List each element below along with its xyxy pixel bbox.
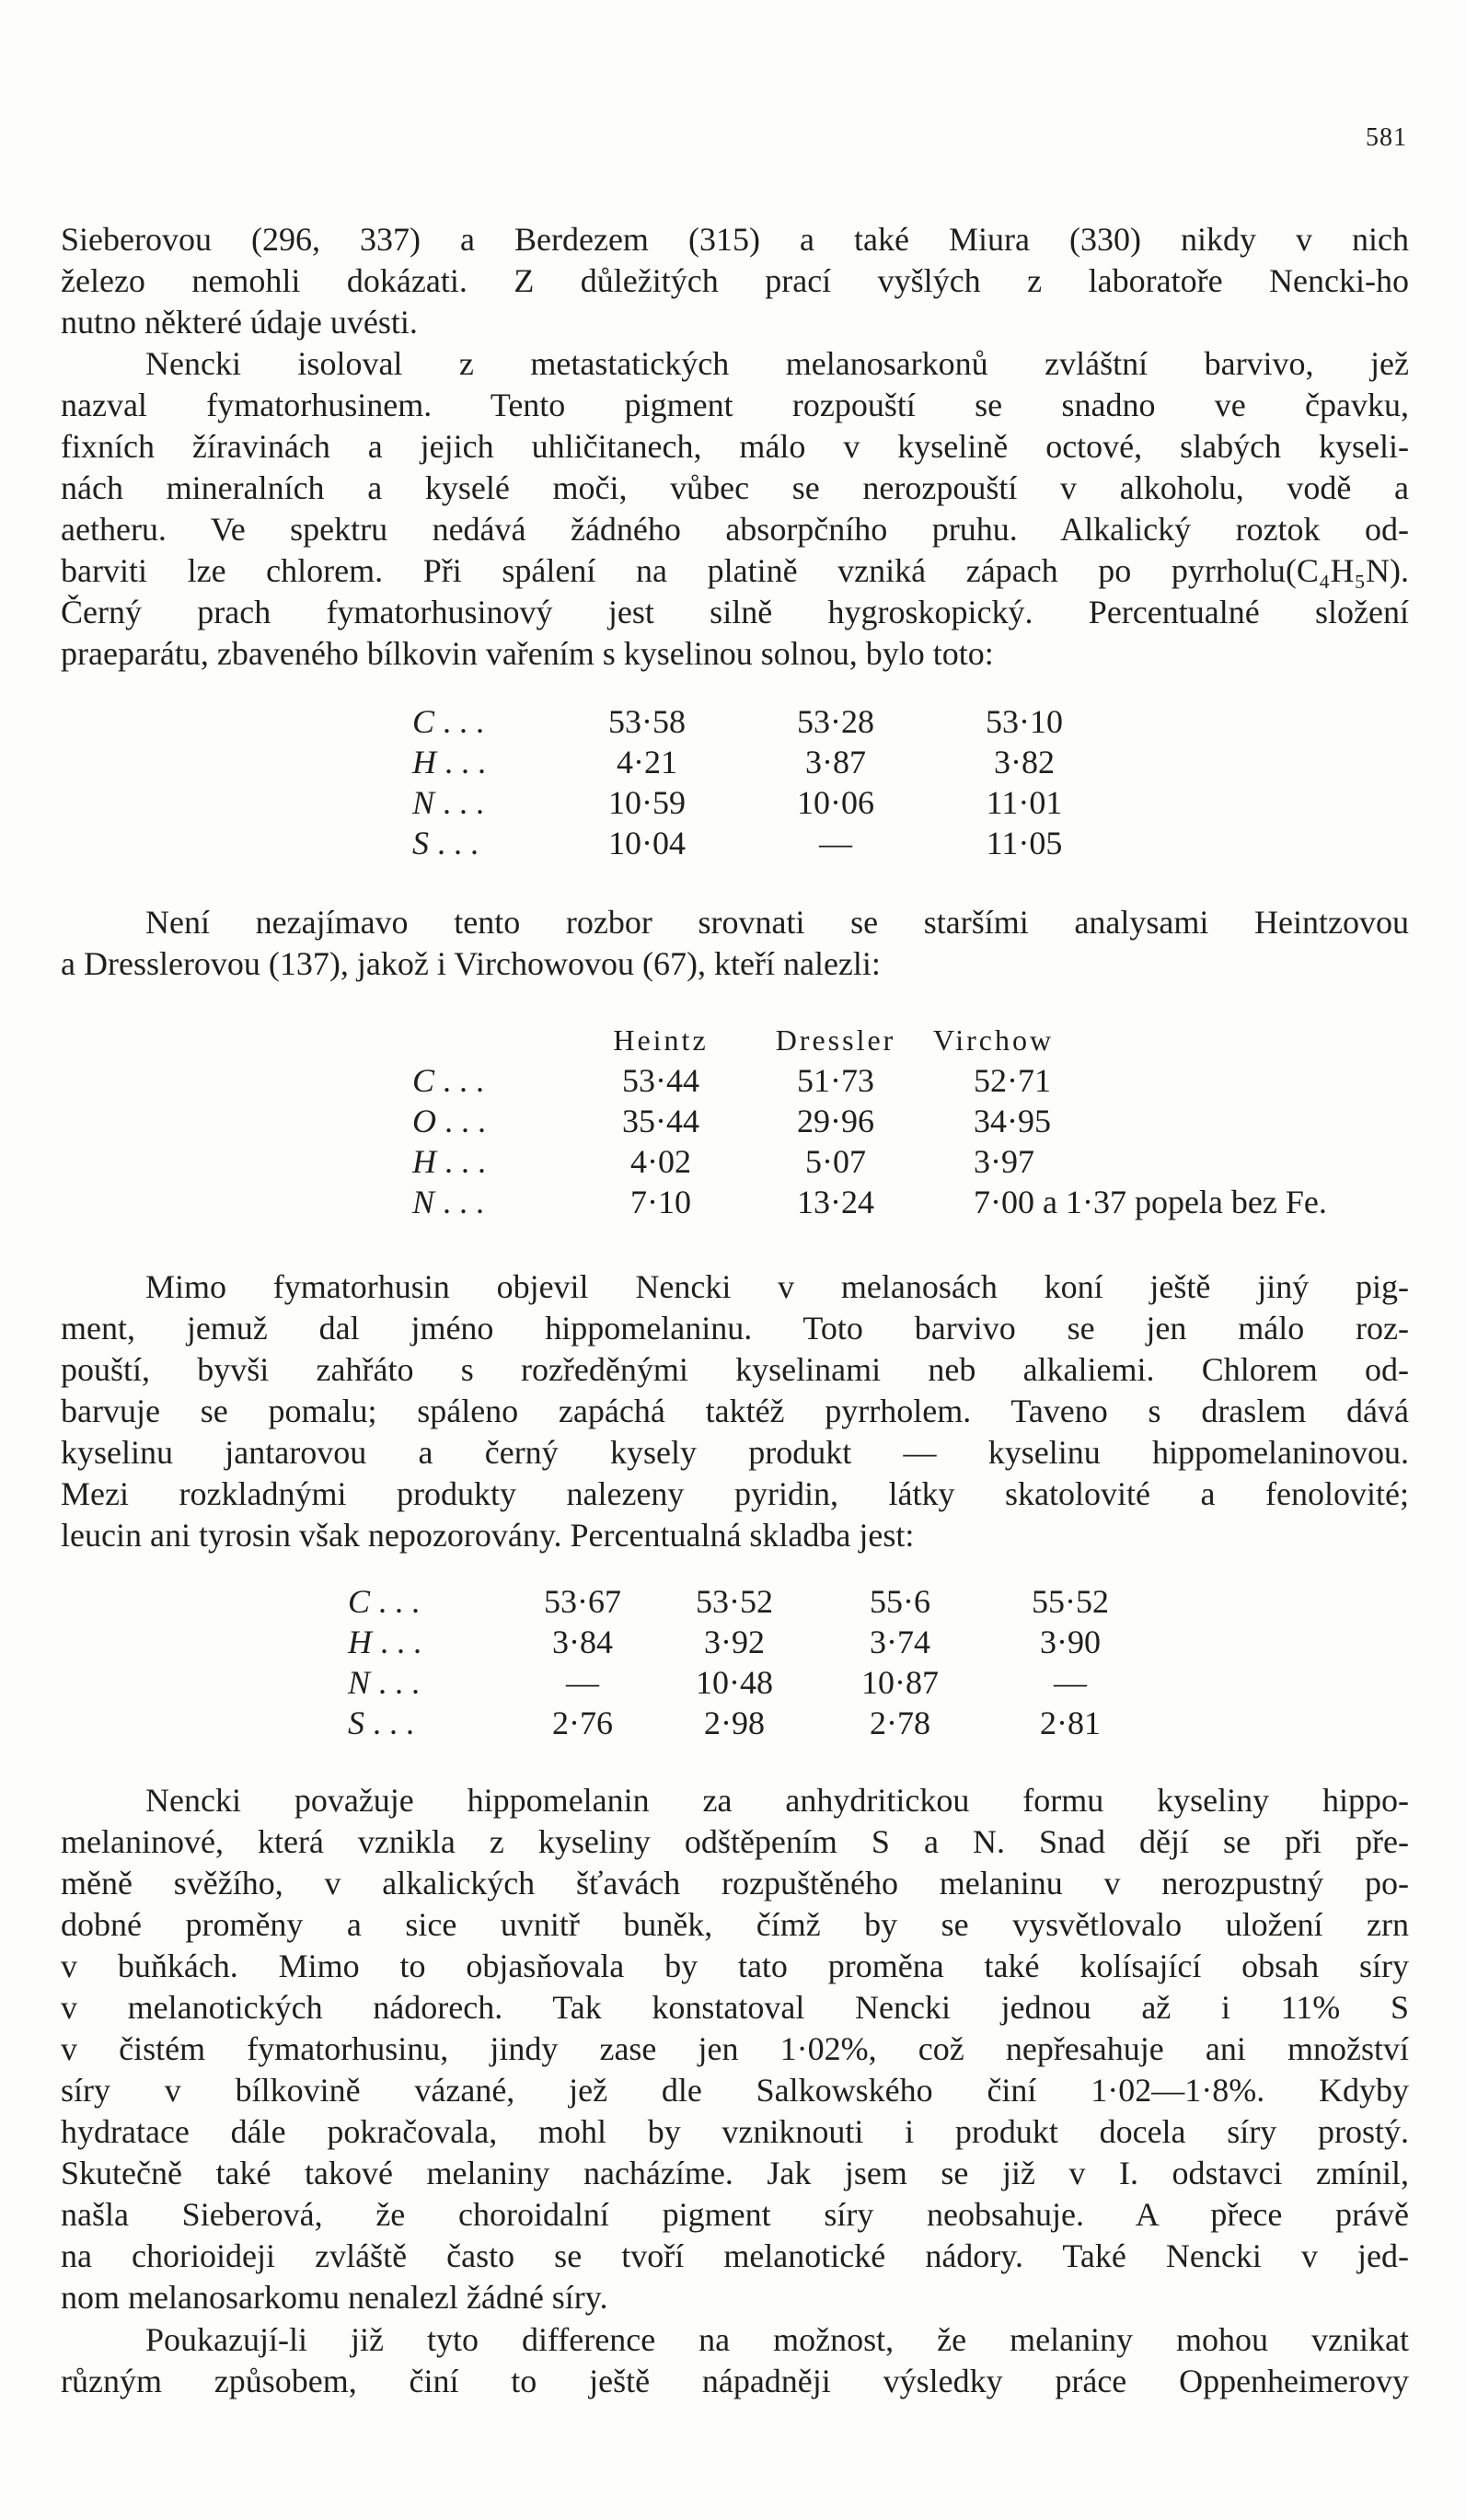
text-line: našla Sieberová, že choroidalní pigment síry neobsahuje. A přece právě — [61, 2196, 1409, 2233]
value-cell: 55·52 — [1032, 1583, 1109, 1620]
value-cell: 11·05 — [986, 825, 1063, 861]
element-symbol: N — [412, 1184, 435, 1220]
text-line: Černý prach fymatorhusinový jest silně hygroskopický. Percentualné složení — [61, 594, 1409, 630]
table-row — [348, 1581, 1158, 1622]
value-cell: 7·00 a 1·37 popela bez Fe. — [974, 1184, 1327, 1220]
value-cell: 11·01 — [986, 784, 1063, 821]
text-line: aetheru. Ve spektru nedává žádného absorpčního pruhu. Alkalický roztok od- — [61, 511, 1409, 548]
element-symbol: N — [348, 1664, 371, 1701]
value-cell: 53·67 — [544, 1583, 621, 1620]
leader-dots: . . . — [370, 1664, 421, 1701]
value-cell: 55·6 — [870, 1583, 930, 1620]
text-line: v melanotických nádorech. Tak konstatoval Nencki jednou až i 11% S — [61, 1989, 1409, 2026]
text-line: kyselinu jantarovou a černý kysely produkt — kyselinu hippomelaninovou. — [61, 1434, 1409, 1471]
value-cell: 4·02 — [630, 1143, 691, 1180]
composition-table-3 — [348, 1581, 1158, 1743]
value-cell: 5·07 — [805, 1143, 866, 1180]
text-line: Mezi rozkladnými produkty nalezeny pyridin, látky skatolovité a fenolovité; — [61, 1475, 1409, 1512]
text-line: barvuje se pomalu; spáleno zapáchá taktéž pyrrholem. Taveno s draslem dává — [61, 1393, 1409, 1429]
text-line: v čistém fymatorhusinu, jindy zase jen 1·02%, což nepřesahuje ani množství — [61, 2030, 1409, 2067]
text-line: nazval fymatorhusinem. Tento pigment rozpouští se snadno ve čpavku, — [61, 387, 1409, 423]
leader-dots: . . . — [436, 1103, 486, 1139]
value-cell: 53·58 — [608, 703, 686, 740]
element-symbol: O — [412, 1103, 436, 1139]
text-line: Sieberovou (296, 337) a Berdezem (315) a také Miura (330) nikdy v nich — [61, 221, 1409, 258]
text-line: Nencki považuje hippomelanin za anhydritickou formu kyseliny hippo- — [145, 1782, 1409, 1819]
text-line: různým způsobem, činí to ještě nápadněji výsledky práce Oppenheimerovy — [61, 2363, 1409, 2399]
element-symbol: H — [348, 1624, 372, 1660]
paragraph-1 — [61, 219, 1409, 343]
table-row — [412, 742, 1093, 782]
table-row — [348, 1622, 1158, 1662]
text-line: leucin ani tyrosin však nepozorovány. Percentualná skladba jest: — [61, 1517, 915, 1554]
value-cell: 53·44 — [622, 1062, 699, 1099]
value-cell: 3·90 — [1040, 1624, 1101, 1660]
value-cell: 10·59 — [608, 784, 686, 821]
text-line: železo nemohli dokázati. Z důležitých prací vyšlých z laboratoře Nencki-ho — [61, 262, 1409, 299]
value-cell: 34·95 — [974, 1103, 1051, 1139]
value-cell: 2·76 — [552, 1705, 613, 1741]
value-cell: 10·04 — [608, 825, 686, 861]
paragraph-2 — [61, 343, 1409, 675]
text-line: nách mineralních a kyselé moči, vůbec se nerozpouští v alkoholu, vodě a — [61, 469, 1409, 506]
value-cell: 3·84 — [552, 1624, 613, 1660]
paragraph-3 — [61, 902, 1409, 985]
value-cell: 51·73 — [797, 1062, 874, 1099]
leader-dots: . . . — [364, 1705, 414, 1741]
text-line: v buňkách. Mimo to objasňovala by tato proměna také kolísající obsah síry — [61, 1948, 1409, 1984]
value-cell: 7·10 — [630, 1184, 691, 1220]
element-symbol: C — [412, 1062, 435, 1099]
text-line: měně svěžího, v alkalických šťavách rozpuštěného melaninu v nerozpustný po- — [61, 1865, 1409, 1902]
text-line: praeparátu, zbaveného bílkovin vařením s kyselinou solnou, bylo toto: — [61, 635, 994, 672]
leader-dots: . . . — [434, 1184, 485, 1220]
leader-dots: . . . — [436, 1143, 486, 1180]
element-symbol: N — [412, 784, 435, 821]
element-symbol: H — [412, 1143, 436, 1180]
paragraph-6 — [61, 2319, 1409, 2402]
value-cell: 10·48 — [696, 1664, 773, 1701]
leader-dots: . . . — [436, 744, 486, 780]
table-row — [412, 823, 1093, 863]
text-line: Poukazují-li již tyto difference na možnost, že melaniny mohou vznikat — [145, 2321, 1409, 2358]
page-number: 581 — [1366, 123, 1407, 152]
text-line: melaninové, která vznikla z kyseliny odštěpením S a N. Snad dějí se při pře- — [61, 1823, 1409, 1860]
leader-dots: . . . — [429, 825, 479, 861]
text-line: síry v bílkovině vázané, jež dle Salkowského činí 1·02—1·8%. Kdyby — [61, 2072, 1409, 2109]
value-cell: 53·52 — [696, 1583, 773, 1620]
value-cell: 10·87 — [861, 1664, 939, 1701]
element-symbol: S — [412, 825, 429, 861]
paragraph-5 — [61, 1780, 1409, 2318]
value-cell: 2·78 — [870, 1705, 930, 1741]
column-header: Dressler — [775, 1023, 896, 1057]
value-cell: 2·81 — [1040, 1705, 1101, 1741]
value-cell: 53·28 — [797, 703, 874, 740]
leader-dots: . . . — [434, 1062, 485, 1099]
leader-dots: . . . — [370, 1583, 421, 1620]
leader-dots: . . . — [434, 784, 485, 821]
table-header-row — [412, 1020, 1327, 1060]
text-line: Skutečně také takové melaniny nacházíme. Jak jsem se již v I. odstavci zmínil, — [61, 2155, 1409, 2191]
composition-table-2 — [412, 1020, 1327, 1222]
table-row — [412, 1182, 1327, 1222]
text-line: nom melanosarkomu nenalezl žádné síry. — [61, 2279, 608, 2316]
table-row — [412, 1141, 1327, 1182]
element-symbol: C — [412, 703, 435, 740]
text-line: Není nezajímavo tento rozbor srovnati se staršími analysami Heintzovou — [145, 904, 1409, 941]
text-line: barviti lze chlorem. Při spálení na platině vzniká zápach po pyrrholu(C₄H₅N). — [61, 552, 1409, 589]
element-symbol: C — [348, 1583, 371, 1620]
table-row — [348, 1703, 1158, 1743]
text-line: Nencki isoloval z metastatických melanosarkonů zvláštní barvivo, jež — [145, 345, 1409, 382]
text-line: hydratace dále pokračovala, mohl by vzniknouti i produkt docela síry prostý. — [61, 2113, 1409, 2150]
leader-dots: . . . — [434, 703, 485, 740]
paragraph-4 — [61, 1266, 1409, 1556]
column-header: Heintz — [613, 1023, 709, 1057]
value-cell: 3·97 — [974, 1143, 1034, 1180]
composition-table-1 — [412, 701, 1093, 863]
value-cell: 10·06 — [797, 784, 874, 821]
value-cell: 2·98 — [704, 1705, 765, 1741]
column-header: Virchow — [933, 1023, 1055, 1057]
value-cell: 4·21 — [617, 744, 677, 780]
element-symbol: H — [412, 744, 436, 780]
text-line: ment, jemuž dal jméno hippomelaninu. Toto barvivo se jen málo roz- — [61, 1310, 1409, 1347]
table-row — [412, 782, 1093, 823]
value-cell: 3·87 — [805, 744, 866, 780]
text-line: Mimo fymatorhusin objevil Nencki v melanosách koní ještě jiný pig- — [145, 1268, 1409, 1305]
text-line: dobné proměny a sice uvnitř buněk, čímž by se vysvětlovalo uložení zrn — [61, 1906, 1409, 1943]
value-cell: 3·92 — [704, 1624, 765, 1660]
element-symbol: S — [348, 1705, 364, 1741]
value-cell: 29·96 — [797, 1103, 874, 1139]
text-line: fixních žíravinách a jejich uhličitanech, málo v kyselině octové, slabých kyseli- — [61, 428, 1409, 465]
value-cell: 13·24 — [797, 1184, 874, 1220]
table-row — [412, 701, 1093, 742]
leader-dots: . . . — [372, 1624, 421, 1660]
table-row — [412, 1101, 1327, 1141]
text-line: pouští, byvši zahřáto s rozředěnými kyselinami neb alkaliemi. Chlorem od- — [61, 1351, 1409, 1388]
value-cell: — — [1054, 1664, 1087, 1701]
value-cell: — — [819, 825, 852, 861]
text-line: nutno některé údaje uvésti. — [61, 304, 418, 341]
value-cell: — — [566, 1664, 599, 1701]
table-row — [412, 1060, 1327, 1101]
text-line: na chorioideji zvláště často se tvoří melanotické nádory. Také Nencki v jed- — [61, 2237, 1409, 2274]
value-cell: 35·44 — [622, 1103, 699, 1139]
value-cell: 3·74 — [870, 1624, 930, 1660]
text-line: a Dresslerovou (137), jakož i Virchowovou (67), kteří nalezli: — [61, 945, 881, 982]
value-cell: 53·10 — [986, 703, 1063, 740]
table-row — [348, 1662, 1158, 1703]
value-cell: 3·82 — [994, 744, 1055, 780]
value-cell: 52·71 — [974, 1062, 1051, 1099]
